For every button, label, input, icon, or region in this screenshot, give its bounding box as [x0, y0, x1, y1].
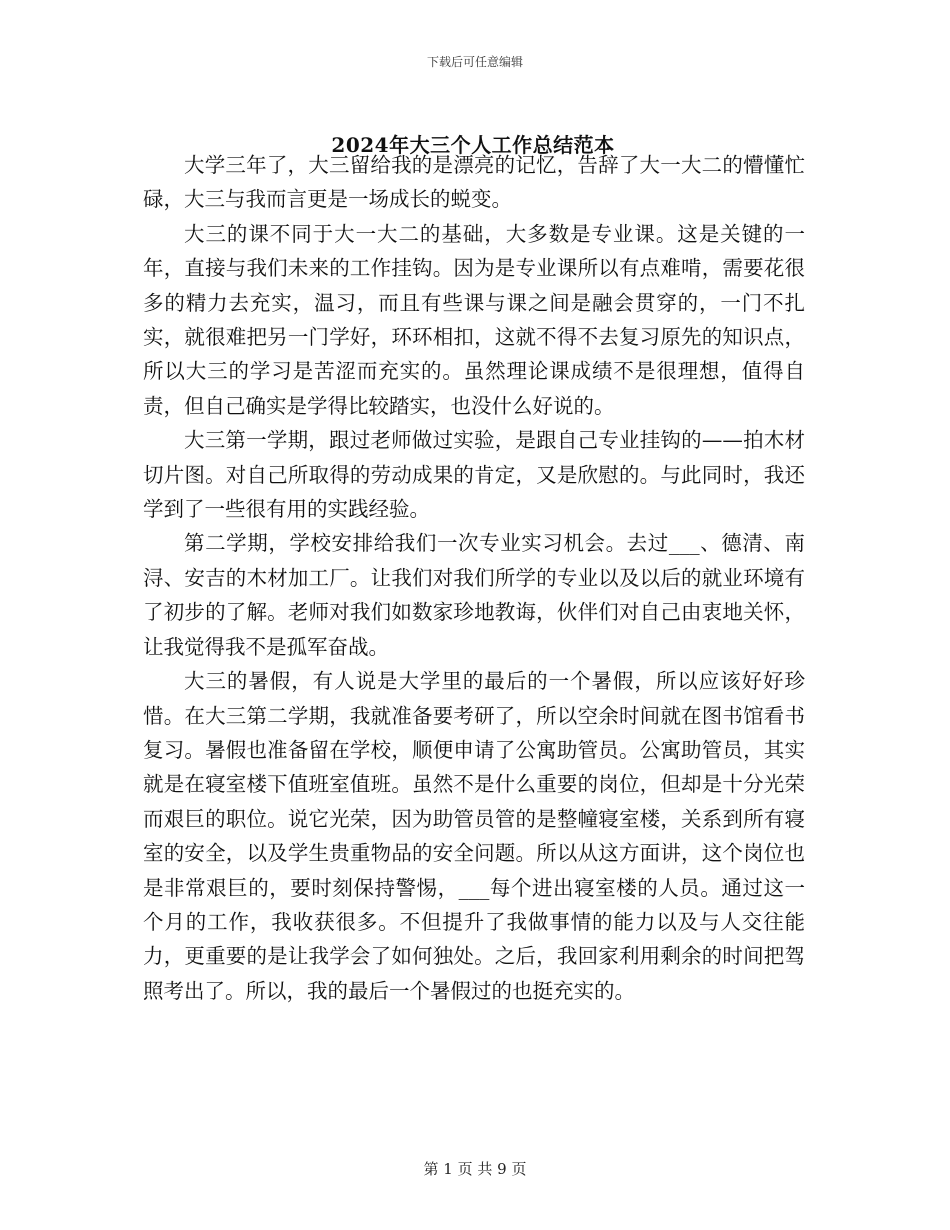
paragraph-4: 第二学期，学校安排给我们一次专业实习机会。去过___、德清、南浔、安吉的木材加工厂。让我们对我们所学的专业以及以后的就业环境有了初步的了解。老师对我们如数家珍地教诲，伙伴们对自己由衷地关怀，让我觉得我不是孤军奋战。: [143, 531, 805, 659]
document-title: 2024年大三个人工作总结范本: [331, 133, 615, 158]
download-note: 下载后可任意编辑: [426, 55, 523, 69]
paragraph-1: 大学三年了，大三留给我的是漂亮的记忆，告辞了大一大二的懵懂忙碌，大三与我而言更是一场成长的蜕变。: [143, 153, 805, 212]
page-number: 第 1 页 共 9 页: [423, 1160, 527, 1178]
paragraph-5: 大三的暑假，有人说是大学里的最后的一个暑假，所以应该好好珍惜。在大三第二学期，我就准备要考研了，所以空余时间就在图书馆看书复习。暑假也准备留在学校，顺便申请了公寓助管员。公寓助管员，其实就是在寝室楼下值班室值班。虽然不是什么重要的岗位，但却是十分光荣而艰巨的职位。说它光荣，因为助管员管的是整幢寝室楼，关系到所有寝室的安全，以及学生贵重物品的安全问题。所以从这方面讲，这个岗位也是非常艰巨的，要时刻保持警惕，___每个进出寝室楼的人员。通过这一个月的工作，我收获很多。不但提升了我做事情的能力以及与人交往能力，更重要的是让我学会了如何独处。之后，我回家利用剩余的时间把驾照考出了。所以，我的最后一个暑假过的也挺充实的。: [143, 669, 805, 1003]
paragraph-2: 大三的课不同于大一大二的基础，大多数是专业课。这是关键的一年，直接与我们未来的工作挂钩。因为是专业课所以有点难啃，需要花很多的精力去充实，温习，而且有些课与课之间是融会贯穿的，一门不扎实，就很难把另一门学好，环环相扣，这就不得不去复习原先的知识点，所以大三的学习是苦涩而充实的。虽然理论课成绩不是很理想，值得自责，但自己确实是学得比较踏实，也没什么好说的。: [143, 221, 805, 418]
paragraph-3: 大三第一学期，跟过老师做过实验，是跟自己专业挂钩的——拍木材切片图。对自己所取得的劳动成果的肯定，又是欣慰的。与此同时，我还学到了一些很有用的实践经验。: [143, 428, 805, 522]
document-body: [143, 148, 805, 1008]
